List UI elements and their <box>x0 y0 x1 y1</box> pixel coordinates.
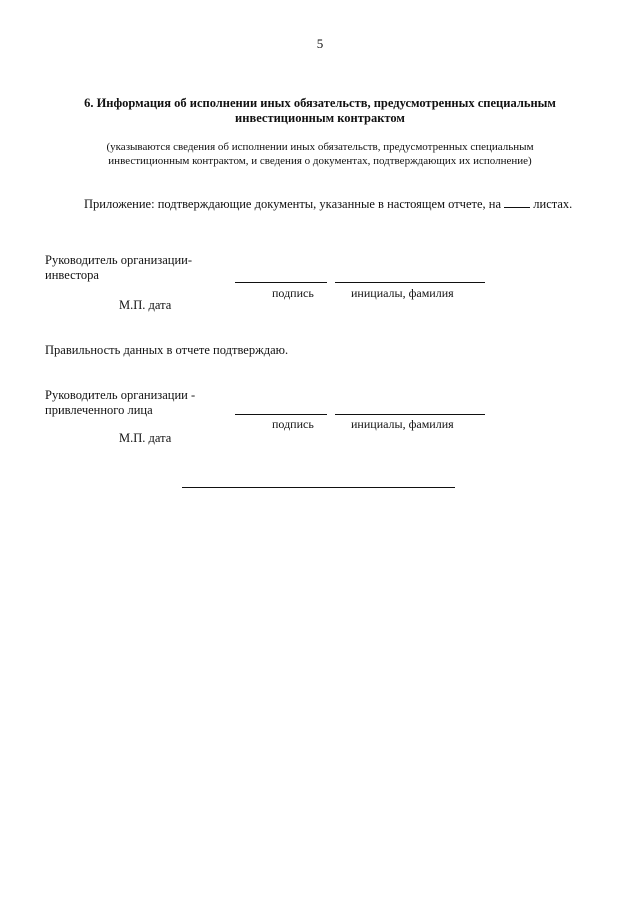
investor-name-label: инициалы, фамилия <box>351 286 454 300</box>
appendix-line <box>84 197 572 212</box>
end-of-document-line <box>182 487 455 488</box>
attracted-name-line <box>335 414 485 415</box>
attracted-signature-label: подпись <box>272 417 314 431</box>
attracted-name-label: инициалы, фамилия <box>351 417 454 431</box>
investor-signature-line <box>235 282 327 283</box>
sheet-count-blank <box>504 197 530 208</box>
section-heading-line1: 6. Информация об исполнении иных обязательств, предусмотренных специальным <box>84 96 556 110</box>
investor-signature-label: подпись <box>272 286 314 300</box>
attracted-stamp-date: М.П. дата <box>119 431 172 445</box>
confirmation-text: Правильность данных в отчете подтверждаю. <box>45 343 289 357</box>
attracted-signature-line <box>235 414 327 415</box>
section-heading-line2: инвестиционным контрактом <box>235 111 405 125</box>
section-note-line2: инвестиционным контрактом, и сведения о документах, подтверждающих их исполнение) <box>108 155 532 167</box>
section-heading <box>40 96 600 126</box>
appendix-text-after: листах. <box>533 197 573 211</box>
investor-name-line <box>335 282 485 283</box>
section-note-line1: (указываются сведения об исполнении иных обязательств, предусмотренных специальным <box>106 141 534 153</box>
attracted-role-line1: Руководитель организации - <box>45 388 196 402</box>
attracted-role-line2: привлеченного лица <box>45 403 153 417</box>
page-number: 5 <box>316 36 324 51</box>
investor-role <box>45 253 192 283</box>
section-note <box>60 140 580 168</box>
investor-stamp-date: М.П. дата <box>119 298 172 312</box>
appendix-text: Приложение: подтверждающие документы, указанные в настоящем отчете, на <box>84 197 502 211</box>
investor-role-line1: Руководитель организации- <box>45 253 192 267</box>
attracted-role <box>45 388 195 418</box>
investor-role-line2: инвестора <box>45 268 99 282</box>
